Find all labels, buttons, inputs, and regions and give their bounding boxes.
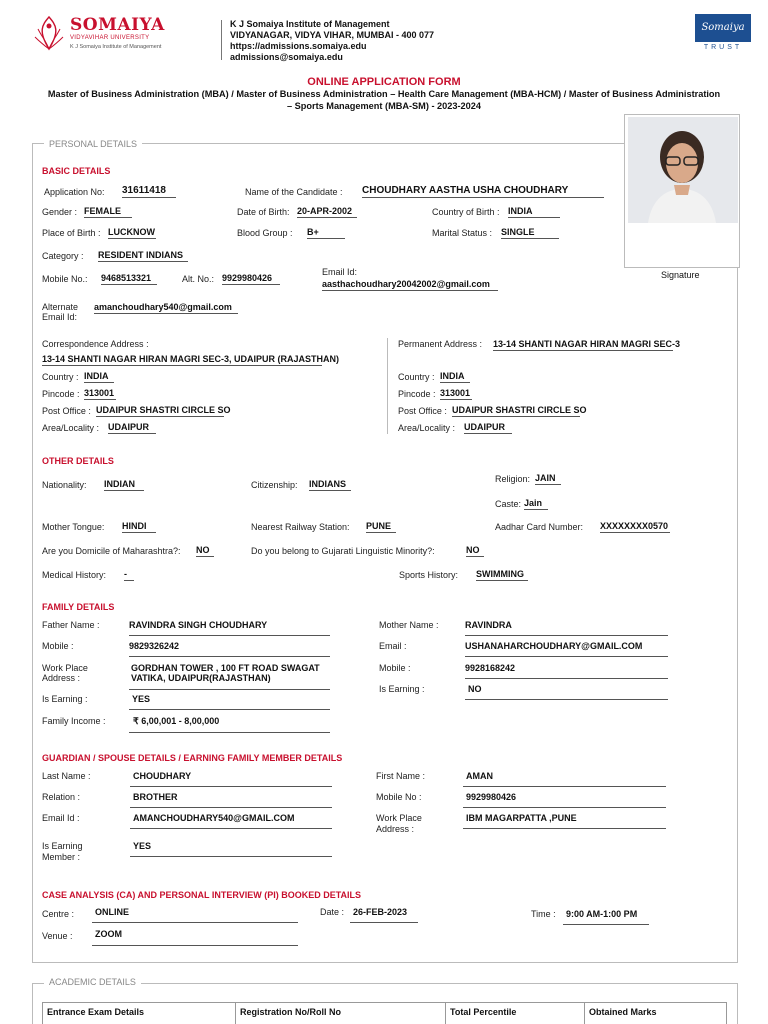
blood-group-value: B+ [307, 227, 345, 239]
guardian-first-name-value: AMAN [463, 771, 666, 787]
guardian-first-name-label: First Name : [376, 771, 426, 781]
perm-area-label: Area/Locality : [398, 423, 456, 433]
guardian-mobile-label: Mobile No : [376, 792, 422, 802]
logo-emblem-icon [32, 15, 66, 51]
medical-history-label: Medical History: [42, 570, 107, 580]
country-of-birth-value: INDIA [508, 206, 560, 218]
corr-country-value: INDIA [84, 371, 114, 383]
trust-box: Somaiya [695, 14, 751, 42]
alt-email-label-2: Email Id: [42, 312, 78, 322]
academic-header-exam: Entrance Exam Details [43, 1003, 236, 1024]
guardian-earning-value: YES [130, 841, 332, 857]
case-analysis-heading: CASE ANALYSIS (CA) AND PERSONAL INTERVIEW (PI) BOOKED DETAILS [42, 890, 362, 900]
religion-label: Religion: [495, 474, 531, 484]
gender-label: Gender : [42, 207, 78, 217]
corr-post-office-value: UDAIPUR SHASTRI CIRCLE SO [96, 405, 231, 415]
sports-history-value: SWIMMING [476, 569, 528, 581]
form-title: ONLINE APPLICATION FORM [307, 76, 461, 88]
venue-label: Venue : [42, 931, 73, 941]
mother-email-value: USHANAHARCHOUDHARY@GMAIL.COM [465, 641, 668, 657]
institute-url[interactable]: https://admissions.somaiya.edu [230, 41, 367, 51]
guardian-earning-label-2: Member : [42, 852, 81, 862]
logo-brand: SOMAIYA [70, 15, 165, 35]
gujarati-minority-label: Do you belong to Gujarati Linguistic Minority?: [251, 546, 435, 556]
corr-area-label: Area/Locality : [42, 423, 100, 433]
sports-history-label: Sports History: [399, 570, 459, 580]
corr-area-value: UDAIPUR [108, 422, 156, 434]
alt-email-value: amanchoudhary540@gmail.com [94, 302, 238, 314]
religion-value: JAIN [535, 473, 561, 485]
aadhar-value: XXXXXXXX0570 [600, 521, 669, 531]
candidate-photo-icon [628, 117, 738, 223]
blood-group-label: Blood Group : [237, 228, 293, 238]
mother-earning-label: Is Earning : [379, 684, 425, 694]
mother-tongue-value: HINDI [122, 521, 156, 533]
perm-pincode-label: Pincode : [398, 389, 436, 399]
date-label: Date : [320, 907, 345, 917]
header-divider [221, 20, 222, 60]
guardian-earning-label-1: Is Earning [42, 841, 83, 851]
gujarati-minority-value: NO [466, 545, 484, 557]
institute-info [230, 19, 434, 63]
mother-name-value: RAVINDRA [465, 620, 668, 636]
email-label: Email Id: [322, 267, 358, 277]
father-work-label-2: Address : [42, 673, 81, 683]
guardian-mobile-value: 9929980426 [463, 792, 666, 808]
corr-post-office-label: Post Office : [42, 406, 91, 416]
family-income-label: Family Income : [42, 716, 106, 726]
academic-header-percentile: Total Percentile [446, 1003, 585, 1024]
guardian-email-label: Email Id : [42, 813, 80, 823]
guardian-last-name-value: CHOUDHARY [130, 771, 332, 787]
permanent-address-label: Permanent Address : [398, 339, 483, 349]
mother-mobile-label: Mobile : [379, 663, 411, 673]
time-label: Time : [531, 909, 556, 919]
guardian-details-heading: GUARDIAN / SPOUSE DETAILS / EARNING FAMILY MEMBER DETAILS [42, 753, 343, 763]
father-earning-value: YES [129, 694, 330, 710]
alt-email-label-1: Alternate [42, 302, 79, 312]
candidate-name-value: CHOUDHARY AASTHA USHA CHOUDHARY [362, 185, 604, 198]
logo-inst: K J Somaiya Institute of Management [70, 44, 162, 50]
application-no-value: 31611418 [122, 185, 176, 198]
caste-label: Caste: [495, 499, 522, 509]
caste-value: Jain [524, 498, 548, 510]
medical-history-value: - [124, 569, 134, 581]
father-work-label-1: Work Place [42, 663, 88, 673]
perm-post-office-value: UDAIPUR SHASTRI CIRCLE SO [452, 405, 587, 415]
gender-value: FEMALE [84, 206, 132, 218]
basic-details-heading: BASIC DETAILS [42, 166, 111, 176]
marital-status-label: Marital Status : [432, 228, 493, 238]
centre-value: ONLINE [92, 907, 298, 923]
marital-status-value: SINGLE [501, 227, 559, 239]
domicile-label: Are you Domicile of Maharashtra?: [42, 546, 181, 556]
form-subtitle-2: – Sports Management (MBA-SM) - 2023-2024 [286, 101, 481, 111]
alt-no-value: 9929980426 [222, 273, 280, 285]
father-mobile-value: 9829326242 [129, 641, 330, 657]
mother-earning-value: NO [465, 684, 668, 700]
institute-email[interactable]: admissions@somaiya.edu [230, 52, 343, 62]
email-value: aasthachoudhary20042002@gmail.com [322, 279, 498, 291]
application-no-label: Application No: [44, 187, 105, 197]
place-of-birth-label: Place of Birth : [42, 228, 101, 238]
perm-country-value: INDIA [440, 371, 470, 383]
time-value: 9:00 AM-1:00 PM [563, 909, 649, 925]
perm-country-label: Country : [398, 372, 435, 382]
dob-label: Date of Birth: [237, 207, 290, 217]
academic-header-marks: Obtained Marks [589, 1007, 657, 1017]
category-value: RESIDENT INDIANS [98, 250, 188, 262]
address-divider [387, 338, 388, 434]
railway-station-label: Nearest Railway Station: [251, 522, 350, 532]
guardian-work-label-2: Address : [376, 824, 415, 834]
signature-label: Signature [661, 270, 700, 280]
guardian-email-value: AMANCHOUDHARY540@GMAIL.COM [130, 813, 332, 829]
correspondence-address-label: Correspondence Address : [42, 339, 149, 349]
guardian-work-label-1: Work Place [376, 813, 422, 823]
academic-table [42, 1002, 727, 1024]
candidate-photo [628, 117, 738, 223]
mobile-value: 9468513321 [101, 273, 157, 285]
centre-label: Centre : [42, 909, 75, 919]
mother-tongue-label: Mother Tongue: [42, 522, 105, 532]
citizenship-label: Citizenship: [251, 480, 298, 490]
place-of-birth-value: LUCKNOW [108, 227, 155, 237]
guardian-work-value: IBM MAGARPATTA ,PUNE [463, 813, 666, 829]
date-value: 26-FEB-2023 [350, 907, 418, 923]
father-earning-label: Is Earning : [42, 694, 88, 704]
personal-details-header: PERSONAL DETAILS [44, 139, 142, 149]
railway-station-value: PUNE [366, 521, 396, 533]
trust-logo [695, 14, 751, 54]
logo-sub: VIDYAVIHAR UNIVERSITY [70, 35, 150, 41]
perm-post-office-label: Post Office : [398, 406, 447, 416]
nationality-label: Nationality: [42, 480, 87, 490]
category-label: Category : [42, 251, 84, 261]
citizenship-value: INDIANS [309, 479, 351, 491]
correspondence-address-value: 13-14 SHANTI NAGAR HIRAN MAGRI SEC-3, UDAIPUR (RAJASTHAN) [42, 354, 340, 364]
institute-address: VIDYANAGAR, VIDYA VIHAR, MUMBAI - 400 077 [230, 30, 435, 40]
guardian-relation-label: Relation : [42, 792, 81, 802]
academic-header-regno: Registration No/Roll No [236, 1003, 446, 1024]
candidate-name-label: Name of the Candidate : [245, 187, 343, 197]
permanent-address-value: 13-14 SHANTI NAGAR HIRAN MAGRI SEC-3 [493, 339, 681, 349]
corr-pincode-label: Pincode : [42, 389, 80, 399]
alt-no-label: Alt. No.: [182, 274, 215, 284]
guardian-relation-value: BROTHER [130, 792, 332, 808]
father-mobile-label: Mobile : [42, 641, 74, 651]
somaiya-logo [32, 15, 182, 55]
other-details-heading: OTHER DETAILS [42, 456, 114, 466]
family-income-value: ₹ 6,00,001 - 8,00,000 [129, 716, 330, 733]
academic-details-header: ACADEMIC DETAILS [44, 977, 141, 987]
dob-value: 20-APR-2002 [297, 206, 357, 218]
perm-area-value: UDAIPUR [464, 422, 512, 434]
form-subtitle-1: Master of Business Administration (MBA) / Master of Business Administration – Health Care Management (MBA-HCM) / Master of Business Administration [47, 89, 721, 99]
nationality-value: INDIAN [104, 479, 144, 491]
trust-label: TRUST [703, 44, 743, 51]
aadhar-label: Aadhar Card Number: [495, 522, 584, 532]
corr-country-label: Country : [42, 372, 79, 382]
mother-mobile-value: 9928168242 [465, 663, 668, 679]
venue-value: ZOOM [92, 929, 298, 946]
guardian-last-name-label: Last Name : [42, 771, 91, 781]
corr-pincode-value: 313001 [84, 388, 115, 398]
father-work-value-2: VATIKA, UDAIPUR(RAJASTHAN) [129, 673, 330, 690]
family-details-heading: FAMILY DETAILS [42, 602, 115, 612]
mother-email-label: Email : [379, 641, 407, 651]
father-work-value-1: GORDHAN TOWER , 100 FT ROAD SWAGAT [131, 663, 320, 673]
mother-name-label: Mother Name : [379, 620, 439, 630]
perm-pincode-value: 313001 [440, 388, 471, 398]
mobile-label: Mobile No.: [42, 274, 88, 284]
country-of-birth-label: Country of Birth : [432, 207, 500, 217]
institute-name: K J Somaiya Institute of Management [230, 19, 390, 29]
father-name-value: RAVINDRA SINGH CHOUDHARY [129, 620, 330, 636]
father-name-label: Father Name : [42, 620, 100, 630]
domicile-value: NO [196, 545, 214, 557]
